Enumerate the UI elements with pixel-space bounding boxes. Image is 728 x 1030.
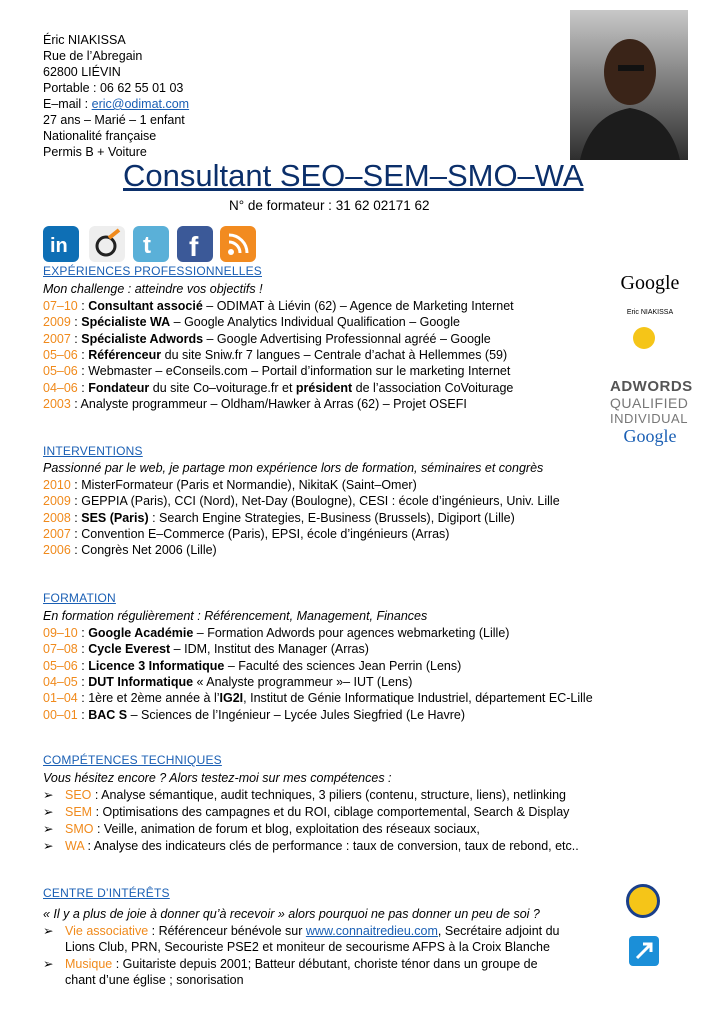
item-date: 07–10: [43, 299, 78, 313]
item-date: 2009: [43, 315, 71, 330]
item-separator: :: [70, 510, 82, 525]
item-title: Référenceur: [88, 347, 162, 362]
item-text: « Analyste programmeur »– IUT (Lens): [193, 674, 413, 689]
rss-icon[interactable]: [220, 226, 256, 262]
list-item: [43, 397, 467, 412]
contact-license: Permis B + Voiture: [43, 145, 147, 159]
competence-text: : Veille, animation de forum et blog, exploitation des réseaux sociaux,: [93, 822, 480, 836]
adwords-qualified-badge: [610, 378, 693, 447]
arrow-bullet-icon: ➢: [43, 839, 54, 853]
competence-label: SEM: [65, 805, 93, 819]
item-separator: :: [70, 315, 82, 330]
item-date: 2003: [43, 396, 71, 411]
viadeo-icon[interactable]: [89, 226, 125, 262]
item-date: 05–06: [43, 347, 78, 362]
lions-club-icon: [626, 884, 660, 918]
list-item: [43, 299, 514, 314]
item-title: Spécialiste Adwords: [81, 331, 204, 346]
item-date: 09–10: [43, 626, 78, 640]
svg-text:f: f: [189, 231, 199, 262]
arrow-bullet-icon: ➢: [43, 957, 54, 971]
item-title: SES (Paris): [81, 510, 149, 525]
item-date: 07–08: [43, 642, 78, 657]
music-label: Musique: [65, 957, 113, 971]
competence-label: SMO: [65, 822, 94, 836]
item-title: Consultant associé: [88, 299, 203, 313]
contact-city: 62800 LIÉVIN: [43, 65, 121, 79]
competence-text: : Analyse des indicateurs clés de performance : taux de conversion, taux de rebond, etc..: [83, 839, 579, 853]
item-text: – Google Analytics Individual Qualification – Google: [170, 315, 460, 330]
facebook-icon[interactable]: [177, 226, 213, 262]
item-separator: :: [70, 526, 82, 541]
page-title: Consultant SEO–SEM–SMO–WA: [123, 158, 584, 193]
item-text: – Formation Adwords pour agences webmarketing (Lille): [193, 626, 510, 640]
item-text-2: de l’association CoVoiturage: [352, 380, 514, 395]
item-title: BAC S: [88, 707, 128, 722]
item-separator: :: [77, 626, 89, 640]
linkedin-icon[interactable]: [43, 226, 79, 262]
item-separator: :: [77, 364, 89, 379]
item-separator: :: [77, 380, 89, 395]
item-date: 00–01: [43, 707, 78, 722]
item-title: Licence 3 Informatique: [88, 658, 225, 673]
item-text: Convention E–Commerce (Paris), EPSI, école d’ingénieurs (Arras): [81, 526, 450, 541]
item-separator: :: [70, 331, 82, 346]
list-item: [43, 626, 509, 641]
certificate-name: Eric NIAKISSA: [626, 309, 674, 316]
competence-item: [43, 805, 569, 820]
email-label: E–mail :: [43, 97, 92, 111]
contact-name: Éric NIAKISSA: [43, 33, 126, 47]
item-text: – Faculté des sciences Jean Perrin (Lens): [224, 658, 462, 673]
item-text: – Google Advertising Professionnal agréé – Google: [203, 331, 491, 346]
google-logo-text-2: Google: [623, 426, 677, 446]
contact-phone: Portable : 06 62 55 01 03: [43, 81, 184, 95]
list-item: [43, 332, 491, 347]
item-text: GEPPIA (Paris), CCI (Nord), Net-Day (Boulogne), CESI : école d’ingénieurs, Univ. Lille: [81, 494, 560, 509]
item-title-2: président: [295, 380, 353, 395]
item-date: 2009: [43, 494, 71, 509]
contact-nationality: Nationalité française: [43, 129, 157, 143]
profile-photo: [570, 10, 688, 160]
item-text: MisterFormateur (Paris et Normandie), NikitaK (Saint–Omer): [81, 478, 417, 492]
competence-label: SEO: [65, 788, 92, 802]
svg-text:t: t: [143, 232, 151, 259]
arrow-bullet-icon: ➢: [43, 822, 54, 836]
item-date: 04–05: [43, 674, 78, 689]
item-date: 05–06: [43, 658, 78, 673]
interets-music-row: [43, 957, 538, 972]
list-item: [43, 543, 217, 558]
google-logo-text: Google: [620, 272, 680, 294]
item-text: : Search Engine Strategies, E-Business (Brussels), Digiport (Lille): [148, 510, 515, 525]
music-line2: chant d’une église ; sonorisation: [65, 973, 244, 987]
assoc-link[interactable]: www.connaitredieu.com: [305, 924, 438, 938]
list-item: [43, 691, 593, 706]
interets-assoc-row: [43, 924, 560, 939]
item-title: Spécialiste WA: [81, 315, 171, 330]
assoc-text: : Référenceur bénévole sur: [148, 924, 306, 938]
list-item: [43, 708, 465, 723]
competence-item: [43, 788, 566, 803]
item-title: Fondateur: [88, 380, 150, 395]
contact-street: Rue de l’Abregain: [43, 49, 143, 63]
item-text: Congrès Net 2006 (Lille): [81, 543, 217, 558]
list-item: [43, 478, 417, 493]
person-silhouette-icon: [570, 10, 688, 160]
assoc-text2: , Secrétaire adjoint du: [437, 924, 560, 938]
twitter-icon[interactable]: [133, 226, 169, 262]
seal-icon: [633, 327, 655, 349]
item-text: – ODIMAT à Liévin (62) – Agence de Marketing Internet: [202, 299, 514, 313]
item-date: 2010: [43, 478, 71, 492]
item-separator: :: [77, 658, 89, 673]
section-heading-interets: CENTRE D’INTÉRÊTS: [43, 886, 170, 900]
item-separator: :: [70, 396, 81, 411]
list-item: [43, 511, 515, 526]
list-item: [43, 364, 510, 379]
section-heading-formation: FORMATION: [43, 591, 116, 605]
arrow-bullet-icon: ➢: [43, 924, 54, 938]
item-text-2: , Institut de Génie Informatique Industriel, département EC-Lille: [243, 691, 593, 706]
competence-text: : Analyse sémantique, audit techniques, 3 piliers (contenu, structure, liens), netlinking: [91, 788, 566, 802]
email-link[interactable]: eric@odimat.com: [91, 97, 190, 111]
qualified-text: QUALIFIED: [610, 395, 689, 411]
competence-item: [43, 822, 480, 837]
item-text: du site Sniw.fr 7 langues – Centrale d’achat à Hellemmes (59): [161, 347, 508, 362]
item-separator: :: [77, 707, 89, 722]
competence-text: : Optimisations des campagnes et du ROI, ciblage comportemental, Search & Display: [92, 805, 570, 819]
section-heading-competences: COMPÉTENCES TECHNIQUES: [43, 753, 222, 767]
item-separator: :: [70, 494, 82, 509]
item-separator: :: [70, 543, 82, 558]
item-text: du site Co–voiturage.fr et: [149, 380, 296, 395]
item-title-2: IG2I: [219, 691, 244, 706]
item-separator: :: [77, 347, 89, 362]
item-separator: :: [77, 674, 89, 689]
item-date: 2007: [43, 331, 71, 346]
list-item: [43, 348, 507, 363]
adwords-text: ADWORDS: [610, 378, 693, 395]
competence-item: [43, 839, 579, 854]
arrow-bullet-icon: ➢: [43, 805, 54, 819]
item-separator: :: [77, 642, 89, 657]
item-title: DUT Informatique: [88, 674, 194, 689]
item-text: Webmaster – eConseils.com – Portail d’information sur le marketing Internet: [88, 364, 511, 379]
croix-blanche-icon: [629, 936, 659, 966]
assoc-label: Vie associative: [65, 924, 149, 938]
music-text: : Guitariste depuis 2001; Batteur débutant, choriste ténor dans un groupe de: [112, 957, 538, 971]
google-certificate-badge: [605, 272, 695, 352]
section-heading-interventions: INTERVENTIONS: [43, 444, 143, 458]
item-text: – Sciences de l’Ingénieur – Lycée Jules Siegfried (Le Havre): [127, 707, 466, 722]
svg-text:in: in: [50, 235, 68, 257]
trainer-number: N° de formateur : 31 62 02171 62: [229, 198, 430, 213]
formation-intro: En formation régulièrement : Référencement, Management, Finances: [43, 609, 428, 623]
individual-text: INDIVIDUAL: [610, 411, 688, 426]
interventions-intro: Passionné par le web, je partage mon expérience lors de formation, séminaires et congrès: [43, 461, 544, 475]
item-separator: :: [70, 478, 82, 492]
contact-age: 27 ans – Marié – 1 enfant: [43, 113, 185, 127]
item-separator: :: [77, 691, 89, 706]
list-item: [43, 315, 460, 330]
item-date: 2007: [43, 526, 71, 541]
item-date: 05–06: [43, 364, 78, 379]
interets-intro: « Il y a plus de joie à donner qu’à recevoir » alors pourquoi ne pas donner un peu de soi ?: [43, 907, 540, 921]
item-date: 04–06: [43, 380, 78, 395]
item-date: 2006: [43, 543, 71, 558]
list-item: [43, 675, 412, 690]
item-title: Google Académie: [88, 626, 194, 640]
item-title: Cycle Everest: [88, 642, 171, 657]
experiences-intro: Mon challenge : atteindre vos objectifs !: [43, 282, 263, 296]
list-item: [43, 659, 461, 674]
competences-intro: Vous hésitez encore ? Alors testez-moi sur mes compétences :: [43, 771, 392, 785]
list-item: [43, 381, 513, 396]
item-date: 01–04: [43, 691, 78, 706]
list-item: [43, 494, 560, 509]
competence-label: WA: [65, 839, 84, 853]
item-text: 1ère et 2ème année à l’: [88, 691, 220, 706]
list-item: [43, 527, 449, 542]
item-date: 2008: [43, 510, 71, 525]
list-item: [43, 642, 369, 657]
assoc-line2: Lions Club, PRN, Secouriste PSE2 et moniteur de secourisme AFPS à la Croix Blanche: [65, 940, 550, 954]
section-heading-experiences: EXPÉRIENCES PROFESSIONNELLES: [43, 264, 262, 278]
arrow-bullet-icon: ➢: [43, 788, 54, 802]
item-text: Analyste programmeur – Oldham/Hawker à Arras (62) – Projet OSEFI: [80, 396, 467, 411]
contact-email-row: [43, 97, 189, 112]
item-separator: :: [77, 299, 89, 313]
item-text: – IDM, Institut des Manager (Arras): [170, 642, 369, 657]
